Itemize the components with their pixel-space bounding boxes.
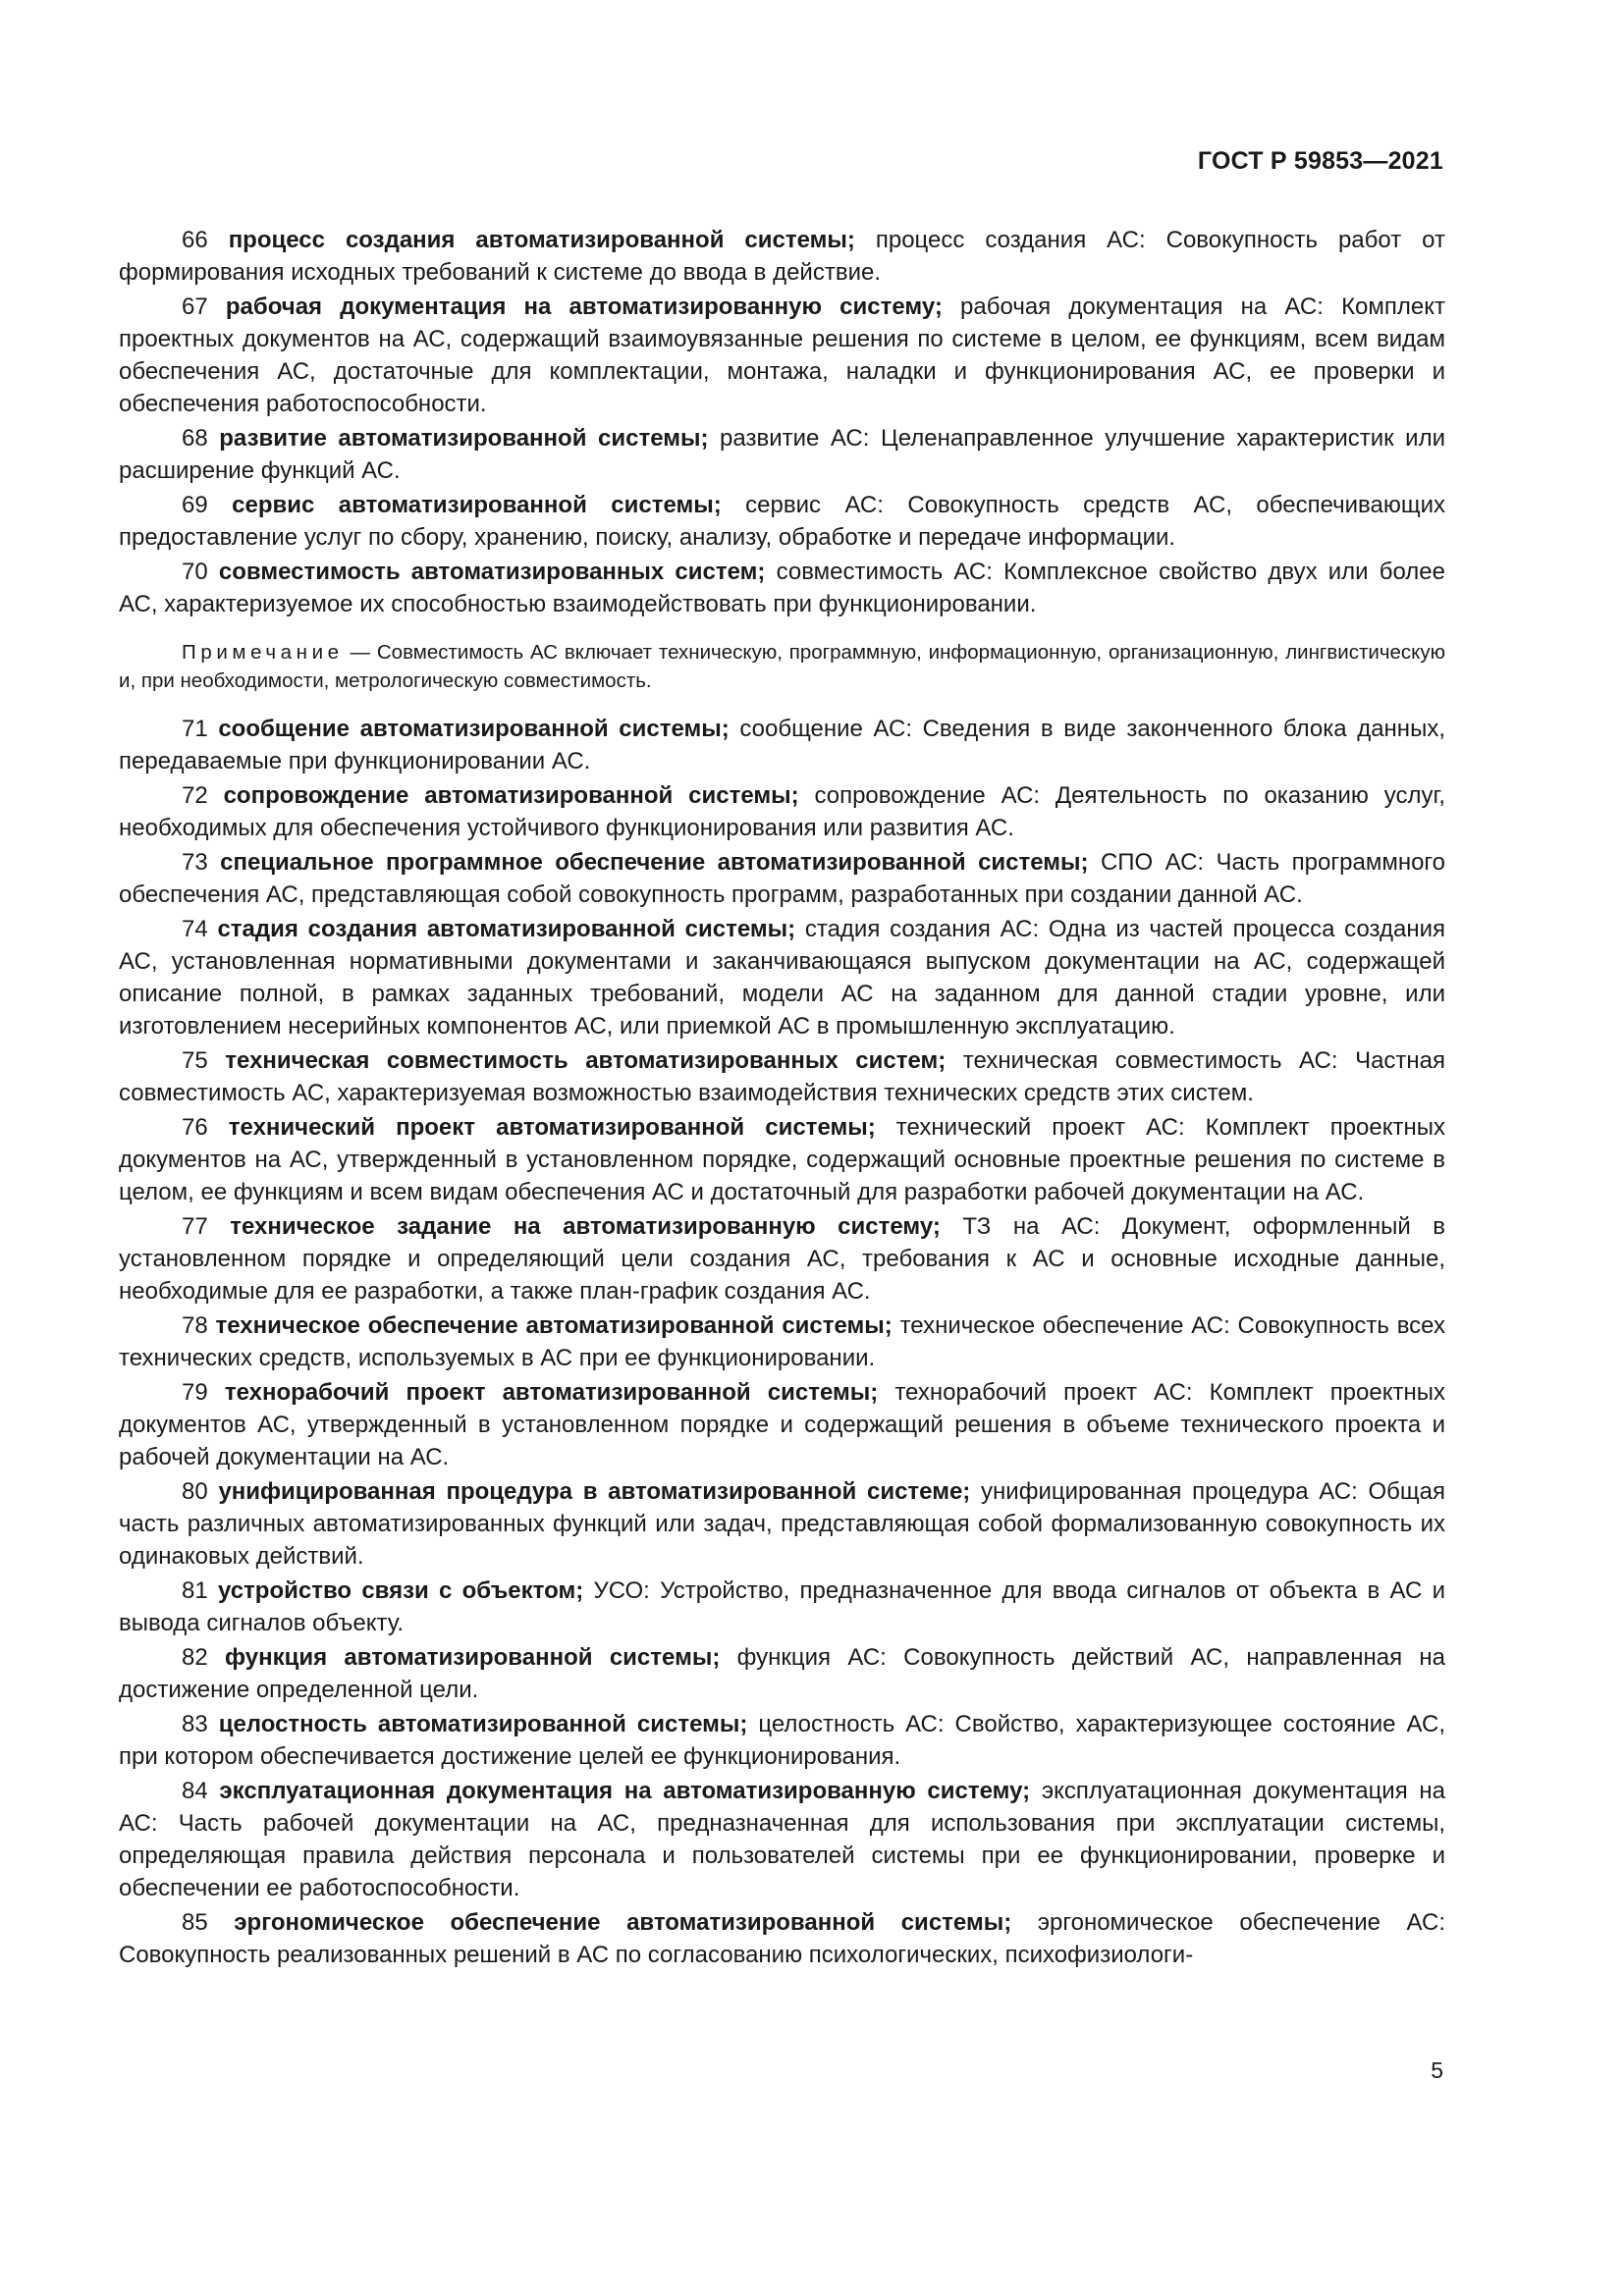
term-name: технорабочий проект автоматизированной системы; <box>224 1379 879 1406</box>
term-entry <box>119 1210 1445 1308</box>
term-entry <box>119 1475 1445 1573</box>
term-number: 76 <box>182 1114 208 1141</box>
term-name: сообщение автоматизированной системы; <box>218 716 730 742</box>
term-entry <box>119 846 1445 911</box>
term-name: эргономическое обеспечение автоматизированной системы; <box>234 1909 1012 1936</box>
term-number: 75 <box>182 1047 208 1074</box>
term-definition: сервис АС: Совокупность средств АС, обеспечивающих предоставление услуг по сбору, хранению, поиску, анализу, обработке и передаче информации. <box>119 492 1446 551</box>
term-entry <box>119 1906 1445 1971</box>
term-definition: техническое обеспечение АС: Совокупность всех технических средств, используемых в АС при ее функционировании. <box>119 1312 1446 1371</box>
term-name: сопровождение автоматизированной системы; <box>223 782 799 809</box>
term-definition: УСО: Устройство, предназначенное для ввода сигналов от объекта в АС и вывода сигналов объекту. <box>119 1577 1445 1636</box>
term-definition: СПО АС: Часть программного обеспечения АС, представляющая собой совокупность программ, разработанных при создании данной АС. <box>119 849 1446 908</box>
term-name: эксплуатационная документация на автоматизированную систему; <box>219 1778 1031 1804</box>
term-entry <box>119 1775 1445 1904</box>
term-name: стадия создания автоматизированной системы; <box>217 916 796 942</box>
note-text: — Совместимость АС включает техническую, программную, информационную, организационную, лингвистическую и, при необходимости, метрологическую совместимость. <box>119 641 1445 692</box>
term-number: 73 <box>182 849 208 876</box>
term-entry <box>119 1309 1445 1374</box>
term-entry <box>119 556 1445 620</box>
term-number: 81 <box>182 1577 208 1604</box>
term-definition: ТЗ на АС: Документ, оформленный в установленном порядке и определяющий цели создания АС, требования к АС и основные исходные данные, необходимые для ее разработки, а также план-график создания АС. <box>119 1213 1446 1305</box>
term-definition: функция АС: Совокупность действий АС, направленная на достижение определенной цели. <box>119 1644 1446 1703</box>
term-number: 66 <box>182 227 208 253</box>
note <box>119 638 1445 695</box>
term-definition: рабочая документация на АС: Комплект проектных документов на АС, содержащий взаимоувязанные решения по системе в целом, ее функциям, всем видам обеспечения АС, достаточные для комплектации, монтажа, наладки и функционирования АС, ее проверки и обеспечения работоспособности. <box>119 294 1446 417</box>
term-definition: целостность АС: Свойство, характеризующее состояние АС, при котором обеспечивается достижение целей ее функционирования. <box>119 1711 1445 1770</box>
term-name: целостность автоматизированной системы; <box>218 1711 748 1737</box>
term-entry <box>119 713 1445 777</box>
term-name: технический проект автоматизированной системы; <box>228 1114 876 1141</box>
term-definition: эксплуатационная документация на АС: Часть рабочей документации на АС, предназначенная для использования при эксплуатации системы, определяющая правила действия персонала и пользователей системы при ее функционировании, проверке и обеспечении ее работоспособности. <box>119 1778 1446 1901</box>
term-definition: сопровождение АС: Деятельность по оказанию услуг, необходимых для обеспечения устойчивого функционирования или развития АС. <box>119 782 1446 841</box>
note-label: Примечание <box>182 641 344 664</box>
term-number: 80 <box>182 1478 208 1505</box>
document-body <box>119 224 1445 1973</box>
term-definition: унифицированная процедура АС: Общая часть различных автоматизированных функций или задач, представляющая собой формализованную совокупность их одинаковых действий. <box>119 1478 1445 1570</box>
term-definition: технический проект АС: Комплект проектных документов на АС, утвержденный в установленном порядке, содержащий основные проектные решения по системе в целом, ее функциям и всем видам обеспечения АС и достаточный для разработки рабочей документации на АС. <box>119 1114 1446 1205</box>
term-entry <box>119 779 1445 844</box>
term-name: специальное программное обеспечение автоматизированной системы; <box>220 849 1089 876</box>
term-number: 78 <box>182 1312 208 1339</box>
term-name: развитие автоматизированной системы; <box>219 425 709 452</box>
term-definition: технорабочий проект АС: Комплект проектных документов АС, утвержденный в установленном порядке и содержащий решения в объеме технического проекта и рабочей документации на АС. <box>119 1379 1445 1470</box>
term-definition: сообщение АС: Сведения в виде законченного блока данных, передаваемые при функционировании АС. <box>119 716 1445 774</box>
term-number: 85 <box>182 1909 208 1936</box>
term-number: 83 <box>182 1711 208 1737</box>
term-definition: совместимость АС: Комплексное свойство двух или более АС, характеризуемое их способностью взаимодействовать при функционировании. <box>119 559 1445 617</box>
term-name: техническая совместимость автоматизированных систем; <box>225 1047 947 1074</box>
term-name: сервис автоматизированной системы; <box>232 492 722 518</box>
term-number: 84 <box>182 1778 208 1804</box>
term-number: 68 <box>182 425 208 452</box>
term-number: 79 <box>182 1379 208 1406</box>
term-number: 69 <box>182 492 208 518</box>
term-entry <box>119 291 1445 420</box>
term-number: 82 <box>182 1644 208 1671</box>
standard-designation: ГОСТ Р 59853—2021 <box>1197 147 1443 175</box>
term-name: рабочая документация на автоматизированную систему; <box>225 294 943 320</box>
term-entry <box>119 224 1445 289</box>
terms-list-a <box>119 224 1445 620</box>
term-definition: стадия создания АС: Одна из частей процесса создания АС, установленная нормативными документами и заканчивающаяся выпуском документации на АС, содержащей описание полной, в рамках заданных требований, модели АС на заданном для данной стадии уровне, или изготовлением несерийных компонентов АС, или приемкой АС в промышленную эксплуатацию. <box>119 916 1446 1040</box>
term-name: устройство связи с объектом; <box>217 1577 584 1604</box>
term-number: 67 <box>182 294 208 320</box>
term-number: 74 <box>182 916 208 942</box>
term-number: 77 <box>182 1213 208 1240</box>
term-definition: процесс создания АС: Совокупность работ от формирования исходных требований к системе до ввода в действие. <box>119 227 1445 286</box>
term-name: унифицированная процедура в автоматизированной системе; <box>218 1478 971 1505</box>
term-entry <box>119 1575 1445 1639</box>
term-entry <box>119 1111 1445 1208</box>
term-name: техническое обеспечение автоматизированной системы; <box>215 1312 893 1339</box>
term-entry <box>119 1708 1445 1773</box>
term-number: 72 <box>182 782 208 809</box>
term-name: процесс создания автоматизированной системы; <box>228 227 855 253</box>
page-number: 5 <box>1431 2057 1443 2083</box>
term-number: 71 <box>182 716 208 742</box>
term-definition: развитие АС: Целенаправленное улучшение характеристик или расширение функций АС. <box>119 425 1445 484</box>
term-name: совместимость автоматизированных систем; <box>218 559 766 585</box>
terms-list-b <box>119 713 1445 1971</box>
term-entry <box>119 1044 1445 1109</box>
term-definition: техническая совместимость АС: Частная совместимость АС, характеризуемая возможностью взаимодействия технических средств этих систем. <box>119 1047 1446 1106</box>
term-entry <box>119 1376 1445 1473</box>
term-name: функция автоматизированной системы; <box>225 1644 721 1671</box>
term-number: 70 <box>182 559 208 585</box>
term-entry <box>119 913 1445 1042</box>
term-definition: эргономическое обеспечение АС: Совокупность реализованных решений в АС по согласованию психологических, психофизиологи- <box>119 1909 1446 1968</box>
term-name: техническое задание на автоматизированную систему; <box>230 1213 941 1240</box>
term-entry <box>119 489 1445 554</box>
term-entry <box>119 1641 1445 1706</box>
term-entry <box>119 422 1445 487</box>
